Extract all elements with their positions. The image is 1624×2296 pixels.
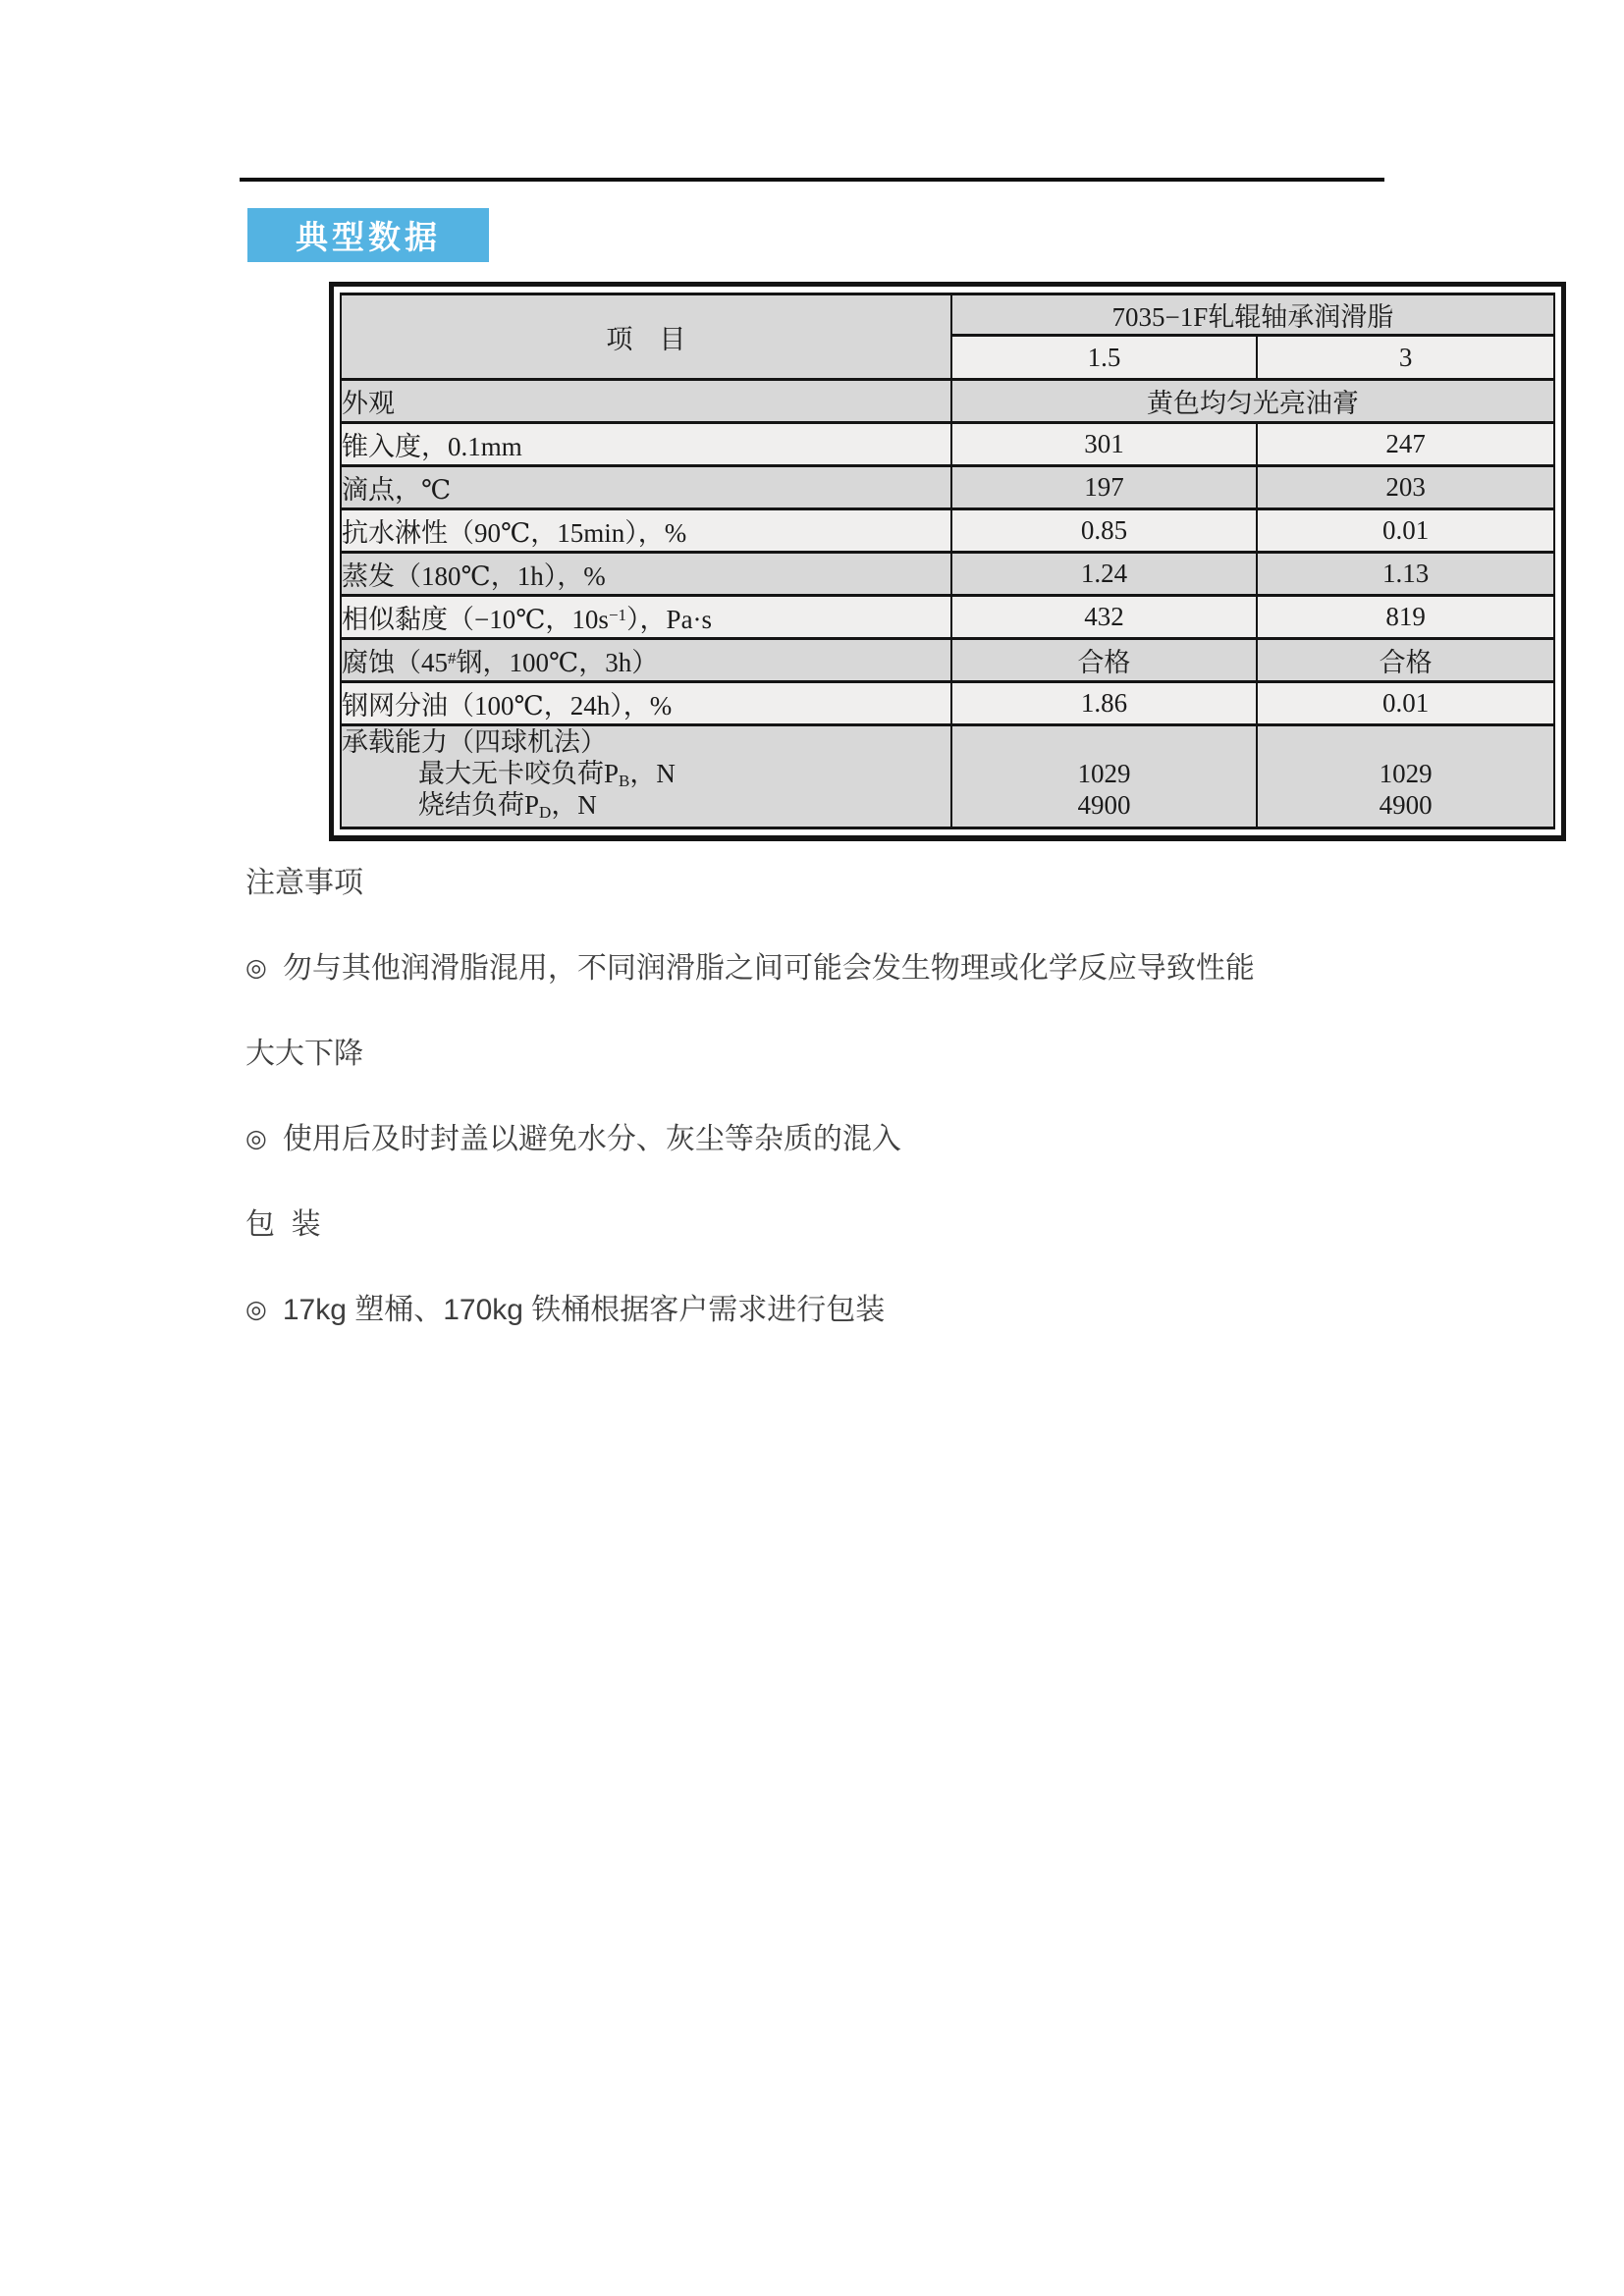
superscript: #	[448, 649, 457, 667]
note-item-1	[245, 943, 1483, 1029]
row-value-1: 4900	[1077, 790, 1131, 820]
bullet-icon: ◎	[245, 1296, 267, 1323]
table-row-water-washout	[341, 509, 1554, 553]
row-value-1: 301	[951, 423, 1257, 466]
product-name-cell: 7035−1F轧辊轴承润滑脂	[951, 294, 1554, 336]
subscript: D	[539, 803, 552, 822]
packaging-item	[245, 1285, 1483, 1370]
typical-data-table-frame	[329, 282, 1566, 841]
row-value-1: 197	[951, 466, 1257, 509]
table-row-evaporation	[341, 553, 1554, 596]
row-value-1: 0.85	[951, 509, 1257, 553]
row-label: 锥入度，0.1mm	[341, 423, 951, 466]
table-row-drop-point	[341, 466, 1554, 509]
typical-data-badge-label: 典型数据	[296, 219, 441, 255]
grade-cell-1: 1.5	[951, 336, 1257, 380]
row-label: 腐蚀（45#钢，100℃，3h）	[341, 639, 951, 682]
load-sub-row-2-label: 烧结负荷$P_D$，N	[418, 790, 597, 822]
row-value-2: 247	[1257, 423, 1554, 466]
note-item-1-continuation: 大大下降	[245, 1038, 363, 1070]
row-value-2: 1.13	[1257, 553, 1554, 596]
row-label: 钢网分油（100℃，24h），%	[341, 682, 951, 725]
row-value-1: 432	[951, 596, 1257, 639]
bullet-icon: ◎	[245, 954, 267, 982]
typical-data-table	[340, 293, 1555, 829]
table-row-penetration	[341, 423, 1554, 466]
row-value-1: 1.86	[951, 682, 1257, 725]
row-label: 相似黏度（−10℃，$10s^{-1}$），Pa·s	[341, 596, 951, 639]
table-row-oil-separation	[341, 682, 1554, 725]
packaging-heading: 包 装	[245, 1208, 321, 1241]
table-row-load-capacity	[341, 725, 1554, 828]
load-group-title: 承载能力（四球机法）	[342, 727, 607, 757]
row-label: 滴点，℃	[341, 466, 951, 509]
packaging-item-text: 17kg 塑桶、170kg 铁桶根据客户需求进行包装	[282, 1294, 886, 1326]
table-row-header	[341, 294, 1554, 336]
subscript: B	[619, 772, 630, 790]
notes-heading: 注意事项	[245, 867, 363, 899]
row-value-2: 203	[1257, 466, 1554, 509]
row-value-2: 0.01	[1257, 682, 1554, 725]
superscript: −1	[608, 606, 627, 624]
table-row-apparent-viscosity	[341, 596, 1554, 639]
row-value-2: 4900	[1379, 790, 1433, 820]
load-sub-row-1-label: 最大无卡咬负荷$P_B$，N	[418, 759, 676, 790]
row-label: 蒸发（180℃，1h），%	[341, 553, 951, 596]
bullet-icon: ◎	[245, 1125, 267, 1152]
note-item-2	[245, 1114, 1483, 1200]
table-row-corrosion	[341, 639, 1554, 682]
row-value-1: 合格	[951, 639, 1257, 682]
row-value-2: 合格	[1257, 639, 1554, 682]
table-row-appearance	[341, 380, 1554, 423]
note-item-2-text: 使用后及时封盖以避免水分、灰尘等杂质的混入	[282, 1123, 901, 1155]
note-item-1-text: 勿与其他润滑脂混用，不同润滑脂之间可能会发生物理或化学反应导致性能	[282, 952, 1255, 985]
row-value-2: 1029	[1379, 759, 1433, 788]
row-label: 外观	[341, 380, 951, 423]
row-span-value: 黄色均匀光亮油膏	[951, 380, 1554, 423]
row-value-1: 1.24	[951, 553, 1257, 596]
load-values-1	[951, 725, 1257, 828]
load-values-2	[1257, 725, 1554, 828]
typical-data-badge	[247, 208, 489, 262]
row-value-2: 819	[1257, 596, 1554, 639]
row-value-2: 0.01	[1257, 509, 1554, 553]
item-header-cell: 项 目	[341, 294, 951, 380]
row-value-1: 1029	[1077, 759, 1131, 788]
section-divider-rule	[240, 178, 1384, 182]
row-label-group	[341, 725, 951, 828]
row-label: 抗水淋性（90℃，15min），%	[341, 509, 951, 553]
grade-cell-2: 3	[1257, 336, 1554, 380]
notes-section	[245, 858, 1483, 1370]
